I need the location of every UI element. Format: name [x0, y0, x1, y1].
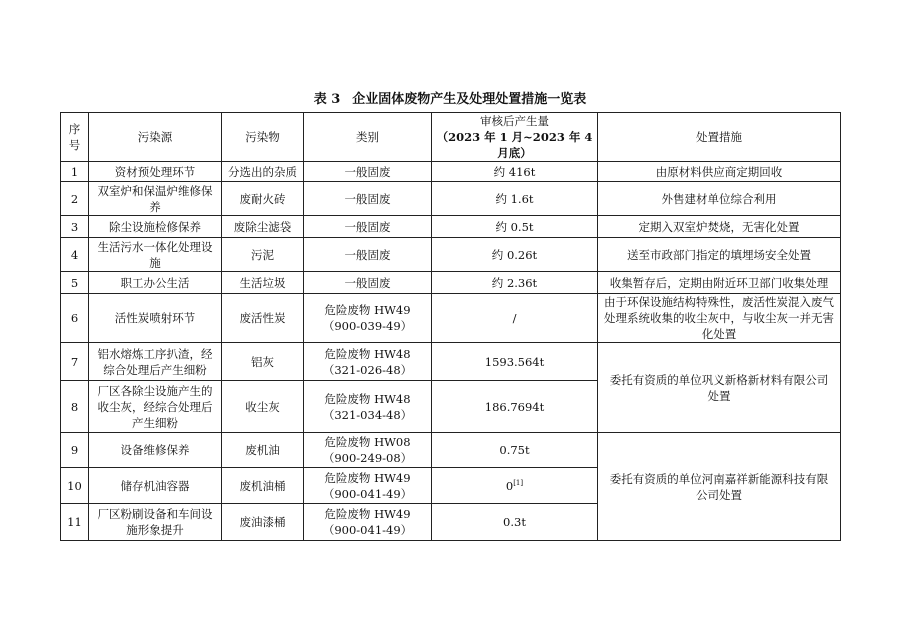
table-caption [0, 92, 900, 108]
amount-value: 0 [505, 478, 514, 493]
cell-source: 资材预处理环节 [89, 162, 222, 182]
cell-amount [432, 468, 598, 504]
cell-disposal-merged: 委托有资质的单位巩义新格新材料有限公司处置 [598, 343, 841, 433]
cell-amount: 0.75t [432, 433, 598, 468]
cell-category [304, 504, 432, 541]
category-code: （900-041-49） [322, 523, 413, 537]
category-code: （321-034-48） [322, 407, 413, 422]
cell-amount: 约 1.6t [432, 182, 598, 216]
header-pollutant: 污染物 [222, 113, 304, 162]
cell-category [304, 343, 432, 381]
header-seq [61, 113, 89, 162]
cell-source: 职工办公生活 [89, 272, 222, 294]
cell-disposal: 由于环保设施结构特殊性，废活性炭混入废气处理系统收集的收尘灰中，与收尘灰一并无害化处置 [598, 294, 841, 343]
cell-no: 7 [61, 343, 89, 381]
cell-source: 铝水熔炼工序扒渣，经综合处理后产生细粉 [89, 343, 222, 381]
cell-source: 双室炉和保温炉维修保养 [89, 182, 222, 216]
category-label: 危险废物 HW08 [324, 435, 411, 449]
cell-no: 3 [61, 216, 89, 238]
cell-pollutant: 废除尘滤袋 [222, 216, 304, 238]
cell-source: 储存机油容器 [89, 468, 222, 504]
cell-no: 9 [61, 433, 89, 468]
cell-amount: 186.7694t [432, 381, 598, 433]
cell-category [304, 433, 432, 468]
table-row [61, 294, 841, 343]
cell-amount: 约 0.5t [432, 216, 598, 238]
category-code: （900-041-49） [322, 486, 413, 501]
cell-disposal-merged: 委托有资质的单位河南嘉祥新能源科技有限公司处置 [598, 433, 841, 541]
table-number: 表 3 [313, 92, 341, 107]
header-amount-period: （2023 年 1 月~2023 年 4 月底） [436, 130, 593, 160]
cell-no: 8 [61, 381, 89, 433]
cell-category [304, 468, 432, 504]
header-row [61, 113, 841, 162]
cell-amount: 0.3t [432, 504, 598, 541]
header-disposal: 处置措施 [598, 113, 841, 162]
header-category: 类别 [304, 113, 432, 162]
table-row [61, 343, 841, 381]
cell-pollutant: 废活性炭 [222, 294, 304, 343]
cell-pollutant: 废油漆桶 [222, 504, 304, 541]
table-row [61, 216, 841, 238]
cell-no: 4 [61, 238, 89, 272]
cell-amount: 约 0.26t [432, 238, 598, 272]
cell-category: 一般固废 [304, 272, 432, 294]
cell-pollutant: 废机油桶 [222, 468, 304, 504]
cell-pollutant: 分选出的杂质 [222, 162, 304, 182]
cell-disposal: 送至市政部门指定的填埋场安全处置 [598, 238, 841, 272]
cell-amount: 约 416t [432, 162, 598, 182]
cell-pollutant: 铝灰 [222, 343, 304, 381]
cell-category: 一般固废 [304, 238, 432, 272]
header-seq-label: 序号 [68, 122, 81, 152]
cell-no: 6 [61, 294, 89, 343]
cell-source: 除尘设施检修保养 [89, 216, 222, 238]
category-code: （900-039-49） [322, 319, 413, 333]
table-row [61, 272, 841, 294]
cell-source: 设备维修保养 [89, 433, 222, 468]
cell-pollutant: 收尘灰 [222, 381, 304, 433]
cell-disposal: 收集暂存后，定期由附近环卫部门收集处理 [598, 272, 841, 294]
cell-source: 生活污水一体化处理设施 [89, 238, 222, 272]
table-row [61, 182, 841, 216]
category-label: 危险废物 HW49 [324, 303, 411, 317]
cell-amount: / [432, 294, 598, 343]
cell-no: 5 [61, 272, 89, 294]
category-code: （321-026-48） [322, 362, 413, 377]
cell-category: 一般固废 [304, 162, 432, 182]
cell-category [304, 294, 432, 343]
cell-source: 厂区各除尘设施产生的收尘灰，经综合处理后产生细粉 [89, 381, 222, 433]
cell-amount: 1593.564t [432, 343, 598, 381]
cell-no: 1 [61, 162, 89, 182]
header-amount-label: 审核后产生量 [480, 114, 549, 128]
category-code: （900-249-08） [322, 451, 413, 465]
cell-no: 2 [61, 182, 89, 216]
category-label: 危险废物 HW48 [324, 346, 411, 361]
cell-disposal: 由原材料供应商定期回收 [598, 162, 841, 182]
category-label: 危险废物 HW49 [324, 507, 411, 521]
footnote-ref: [1] [513, 478, 524, 487]
table-row [61, 433, 841, 468]
category-label: 危险废物 HW48 [324, 391, 411, 406]
cell-category [304, 381, 432, 433]
cell-category: 一般固废 [304, 216, 432, 238]
cell-pollutant: 污泥 [222, 238, 304, 272]
table-row [61, 238, 841, 272]
cell-amount: 约 2.36t [432, 272, 598, 294]
solid-waste-table [60, 112, 841, 541]
cell-source: 厂区粉刷设备和车间设施形象提升 [89, 504, 222, 541]
cell-category: 一般固废 [304, 182, 432, 216]
table-row [61, 162, 841, 182]
category-label: 危险废物 HW49 [324, 470, 411, 485]
table-title: 企业固体废物产生及处理处置措施一览表 [352, 92, 587, 107]
header-amount [432, 113, 598, 162]
cell-source: 活性炭喷射环节 [89, 294, 222, 343]
cell-disposal: 外售建材单位综合利用 [598, 182, 841, 216]
cell-no: 11 [61, 504, 89, 541]
cell-pollutant: 废机油 [222, 433, 304, 468]
cell-disposal: 定期入双室炉焚烧，无害化处置 [598, 216, 841, 238]
cell-pollutant: 废耐火砖 [222, 182, 304, 216]
header-source: 污染源 [89, 113, 222, 162]
cell-pollutant: 生活垃圾 [222, 272, 304, 294]
cell-no: 10 [61, 468, 89, 504]
